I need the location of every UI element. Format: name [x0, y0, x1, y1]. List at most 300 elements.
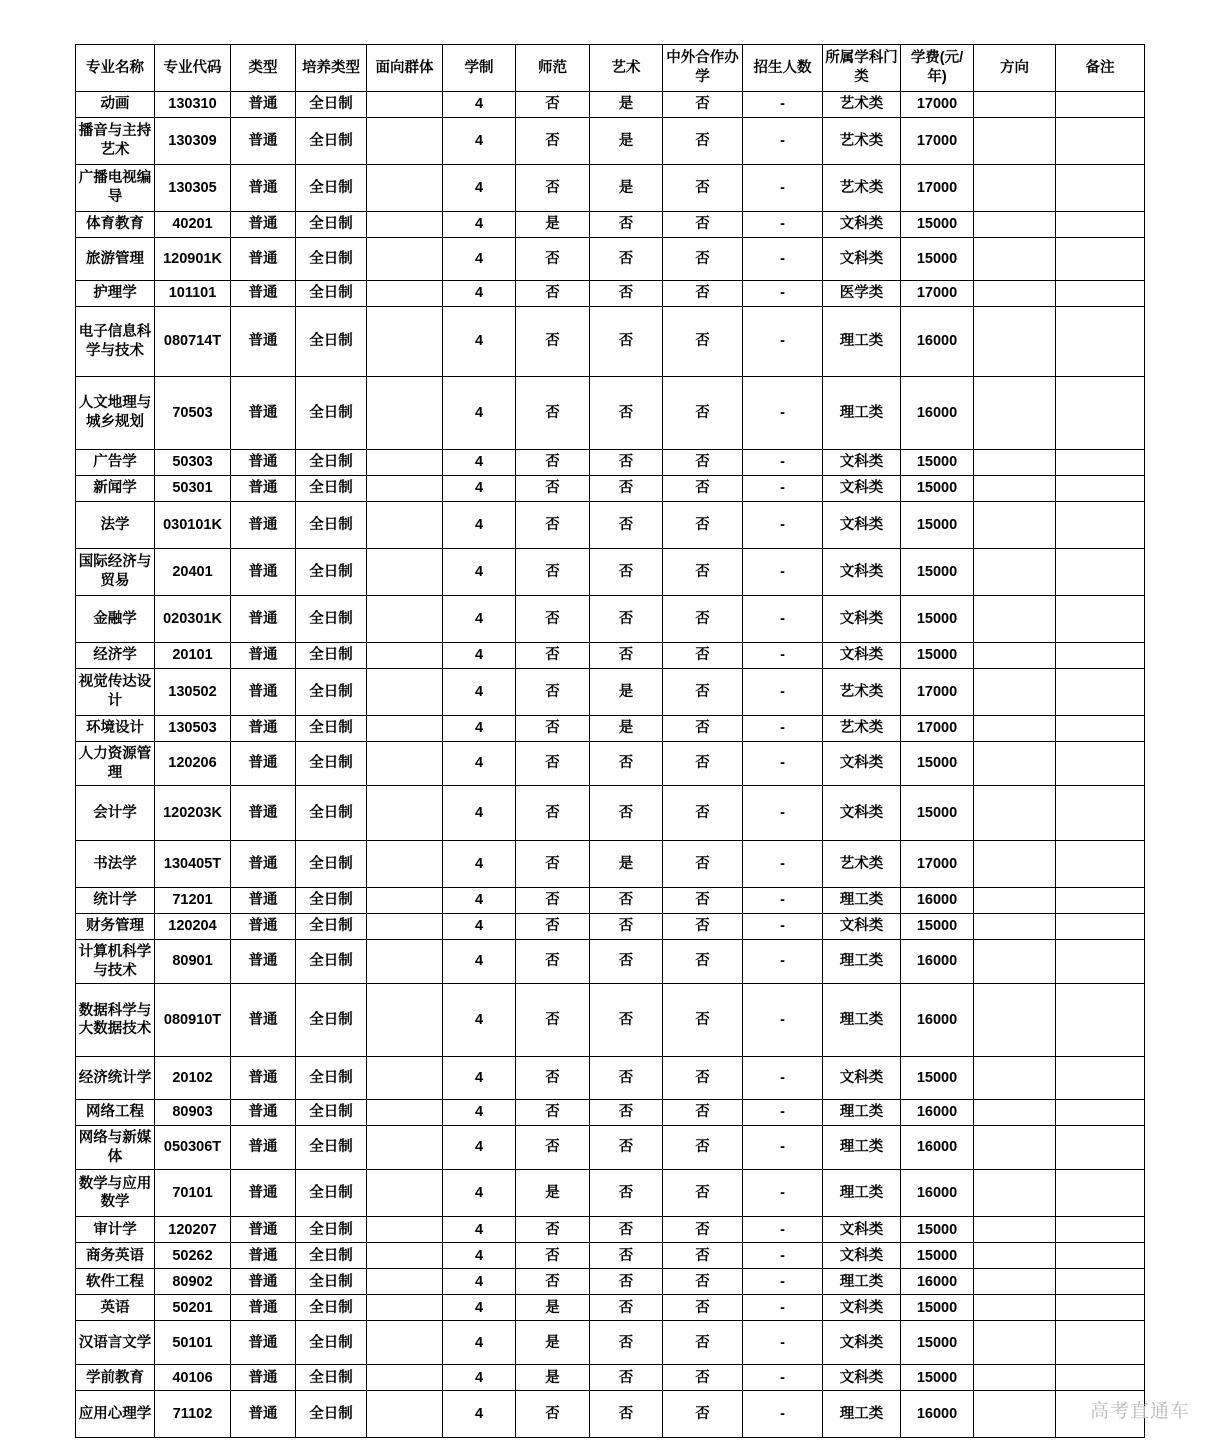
cell-train: 全日制	[296, 669, 367, 716]
cell-type: 普通	[231, 1295, 296, 1321]
cell-remark	[1056, 716, 1145, 742]
table-row	[76, 1365, 1145, 1391]
cell-direction	[974, 940, 1056, 984]
cell-discipline: 文科类	[823, 450, 901, 476]
table-row	[76, 669, 1145, 716]
cell-train: 全日制	[296, 212, 367, 238]
cell-train: 全日制	[296, 1126, 367, 1170]
cell-coop: 否	[663, 716, 743, 742]
cell-name: 统计学	[76, 888, 155, 914]
cell-art: 否	[590, 377, 663, 450]
cell-coop: 否	[663, 1057, 743, 1100]
cell-remark	[1056, 786, 1145, 841]
cell-years: 4	[443, 1365, 516, 1391]
table-row	[76, 118, 1145, 165]
cell-group	[367, 742, 443, 786]
cell-coop: 否	[663, 476, 743, 502]
cell-code: 120204	[155, 914, 231, 940]
cell-name: 播音与主持艺术	[76, 118, 155, 165]
cell-coop: 否	[663, 212, 743, 238]
cell-years: 4	[443, 502, 516, 549]
cell-art: 否	[590, 476, 663, 502]
cell-type: 普通	[231, 669, 296, 716]
cell-train: 全日制	[296, 888, 367, 914]
cell-coop: 否	[663, 1391, 743, 1438]
cell-direction	[974, 1126, 1056, 1170]
cell-quota: -	[743, 212, 823, 238]
cell-years: 4	[443, 643, 516, 669]
cell-name: 商务英语	[76, 1243, 155, 1269]
cell-type: 普通	[231, 1126, 296, 1170]
cell-art: 否	[590, 786, 663, 841]
cell-group	[367, 984, 443, 1057]
cell-discipline: 理工类	[823, 940, 901, 984]
column-header-name: 专业名称	[76, 45, 155, 92]
cell-type: 普通	[231, 716, 296, 742]
cell-train: 全日制	[296, 450, 367, 476]
major-enrollment-table	[75, 44, 1145, 1438]
table-row	[76, 1217, 1145, 1243]
cell-code: 40201	[155, 212, 231, 238]
cell-fee: 16000	[901, 984, 974, 1057]
cell-art: 否	[590, 742, 663, 786]
cell-name: 动画	[76, 92, 155, 118]
table-row	[76, 1100, 1145, 1126]
cell-discipline: 理工类	[823, 1126, 901, 1170]
cell-coop: 否	[663, 984, 743, 1057]
cell-discipline: 理工类	[823, 1391, 901, 1438]
table-row	[76, 596, 1145, 643]
cell-code: 080714T	[155, 307, 231, 377]
table-row	[76, 307, 1145, 377]
column-header-normal: 师范	[516, 45, 590, 92]
cell-quota: -	[743, 307, 823, 377]
cell-art: 否	[590, 1243, 663, 1269]
cell-train: 全日制	[296, 786, 367, 841]
cell-art: 否	[590, 1269, 663, 1295]
cell-normal: 否	[516, 1100, 590, 1126]
cell-code: 50301	[155, 476, 231, 502]
cell-art: 否	[590, 1126, 663, 1170]
cell-years: 4	[443, 1217, 516, 1243]
cell-remark	[1056, 281, 1145, 307]
cell-code: 130309	[155, 118, 231, 165]
cell-fee: 17000	[901, 716, 974, 742]
cell-type: 普通	[231, 281, 296, 307]
cell-normal: 否	[516, 786, 590, 841]
cell-name: 财务管理	[76, 914, 155, 940]
cell-art: 否	[590, 1170, 663, 1217]
cell-quota: -	[743, 165, 823, 212]
cell-remark	[1056, 1269, 1145, 1295]
column-header-art: 艺术	[590, 45, 663, 92]
cell-discipline: 理工类	[823, 984, 901, 1057]
cell-direction	[974, 238, 1056, 281]
cell-coop: 否	[663, 377, 743, 450]
cell-group	[367, 1295, 443, 1321]
column-header-type: 类型	[231, 45, 296, 92]
cell-group	[367, 1100, 443, 1126]
cell-art: 否	[590, 1391, 663, 1438]
cell-years: 4	[443, 669, 516, 716]
cell-fee: 15000	[901, 1057, 974, 1100]
table-row	[76, 742, 1145, 786]
cell-code: 20101	[155, 643, 231, 669]
cell-name: 书法学	[76, 841, 155, 888]
cell-direction	[974, 450, 1056, 476]
cell-code: 130503	[155, 716, 231, 742]
cell-train: 全日制	[296, 476, 367, 502]
cell-train: 全日制	[296, 1391, 367, 1438]
cell-direction	[974, 888, 1056, 914]
cell-discipline: 理工类	[823, 1269, 901, 1295]
cell-remark	[1056, 549, 1145, 596]
cell-train: 全日制	[296, 1365, 367, 1391]
cell-fee: 15000	[901, 1243, 974, 1269]
cell-group	[367, 1170, 443, 1217]
cell-coop: 否	[663, 1243, 743, 1269]
cell-years: 4	[443, 92, 516, 118]
cell-direction	[974, 643, 1056, 669]
cell-code: 050306T	[155, 1126, 231, 1170]
table-row	[76, 212, 1145, 238]
cell-direction	[974, 92, 1056, 118]
cell-type: 普通	[231, 307, 296, 377]
table-row	[76, 1126, 1145, 1170]
column-header-direction: 方向	[974, 45, 1056, 92]
cell-type: 普通	[231, 450, 296, 476]
cell-fee: 16000	[901, 377, 974, 450]
table-row	[76, 914, 1145, 940]
cell-quota: -	[743, 1100, 823, 1126]
cell-normal: 否	[516, 596, 590, 643]
cell-normal: 是	[516, 1321, 590, 1365]
table-body	[76, 92, 1145, 1438]
cell-type: 普通	[231, 118, 296, 165]
cell-name: 护理学	[76, 281, 155, 307]
cell-name: 经济统计学	[76, 1057, 155, 1100]
cell-quota: -	[743, 1321, 823, 1365]
cell-normal: 否	[516, 1057, 590, 1100]
cell-years: 4	[443, 165, 516, 212]
cell-fee: 15000	[901, 1321, 974, 1365]
cell-type: 普通	[231, 1170, 296, 1217]
cell-normal: 否	[516, 716, 590, 742]
cell-art: 否	[590, 1295, 663, 1321]
cell-name: 软件工程	[76, 1269, 155, 1295]
cell-fee: 16000	[901, 888, 974, 914]
cell-name: 法学	[76, 502, 155, 549]
cell-quota: -	[743, 92, 823, 118]
cell-discipline: 文科类	[823, 502, 901, 549]
cell-remark	[1056, 476, 1145, 502]
cell-years: 4	[443, 307, 516, 377]
cell-art: 否	[590, 1057, 663, 1100]
table-row	[76, 92, 1145, 118]
cell-group	[367, 716, 443, 742]
cell-coop: 否	[663, 1269, 743, 1295]
cell-group	[367, 1391, 443, 1438]
cell-art: 否	[590, 1321, 663, 1365]
cell-name: 金融学	[76, 596, 155, 643]
cell-train: 全日制	[296, 643, 367, 669]
cell-coop: 否	[663, 1100, 743, 1126]
cell-normal: 否	[516, 476, 590, 502]
cell-normal: 否	[516, 1217, 590, 1243]
cell-normal: 否	[516, 914, 590, 940]
cell-code: 120901K	[155, 238, 231, 281]
cell-fee: 15000	[901, 914, 974, 940]
cell-group	[367, 940, 443, 984]
table-row	[76, 1269, 1145, 1295]
cell-direction	[974, 742, 1056, 786]
column-header-coop: 中外合作办学	[663, 45, 743, 92]
table-row	[76, 1057, 1145, 1100]
cell-remark	[1056, 1217, 1145, 1243]
table-row	[76, 888, 1145, 914]
cell-coop: 否	[663, 502, 743, 549]
cell-normal: 否	[516, 888, 590, 914]
cell-code: 50303	[155, 450, 231, 476]
cell-remark	[1056, 1170, 1145, 1217]
cell-years: 4	[443, 1391, 516, 1438]
cell-art: 是	[590, 118, 663, 165]
cell-name: 广告学	[76, 450, 155, 476]
cell-remark	[1056, 92, 1145, 118]
cell-normal: 否	[516, 742, 590, 786]
table-row	[76, 940, 1145, 984]
cell-train: 全日制	[296, 281, 367, 307]
table-row	[76, 281, 1145, 307]
cell-remark	[1056, 238, 1145, 281]
cell-remark	[1056, 914, 1145, 940]
cell-remark	[1056, 888, 1145, 914]
cell-quota: -	[743, 888, 823, 914]
watermark-text: 高考直通车	[1089, 1400, 1190, 1422]
cell-type: 普通	[231, 643, 296, 669]
cell-code: 50101	[155, 1321, 231, 1365]
cell-quota: -	[743, 238, 823, 281]
cell-quota: -	[743, 716, 823, 742]
cell-direction	[974, 669, 1056, 716]
cell-train: 全日制	[296, 1269, 367, 1295]
cell-group	[367, 549, 443, 596]
table-row	[76, 984, 1145, 1057]
cell-code: 71201	[155, 888, 231, 914]
cell-code: 70503	[155, 377, 231, 450]
cell-years: 4	[443, 1269, 516, 1295]
cell-type: 普通	[231, 1391, 296, 1438]
cell-type: 普通	[231, 238, 296, 281]
cell-quota: -	[743, 1269, 823, 1295]
cell-art: 否	[590, 1217, 663, 1243]
cell-coop: 否	[663, 549, 743, 596]
cell-years: 4	[443, 786, 516, 841]
cell-direction	[974, 914, 1056, 940]
table-row	[76, 841, 1145, 888]
cell-train: 全日制	[296, 307, 367, 377]
cell-normal: 否	[516, 1126, 590, 1170]
cell-name: 计算机科学与技术	[76, 940, 155, 984]
cell-group	[367, 1217, 443, 1243]
cell-years: 4	[443, 716, 516, 742]
cell-discipline: 艺术类	[823, 716, 901, 742]
cell-art: 否	[590, 940, 663, 984]
cell-coop: 否	[663, 1170, 743, 1217]
table-header-row	[76, 45, 1145, 92]
cell-train: 全日制	[296, 502, 367, 549]
table-row	[76, 238, 1145, 281]
cell-type: 普通	[231, 786, 296, 841]
cell-name: 学前教育	[76, 1365, 155, 1391]
cell-years: 4	[443, 1126, 516, 1170]
cell-normal: 是	[516, 1365, 590, 1391]
cell-type: 普通	[231, 1321, 296, 1365]
cell-normal: 是	[516, 1170, 590, 1217]
cell-train: 全日制	[296, 377, 367, 450]
cell-discipline: 艺术类	[823, 841, 901, 888]
cell-coop: 否	[663, 940, 743, 984]
cell-discipline: 文科类	[823, 1243, 901, 1269]
cell-code: 020301K	[155, 596, 231, 643]
cell-discipline: 理工类	[823, 1170, 901, 1217]
cell-type: 普通	[231, 1269, 296, 1295]
cell-name: 英语	[76, 1295, 155, 1321]
cell-coop: 否	[663, 450, 743, 476]
cell-code: 120207	[155, 1217, 231, 1243]
cell-discipline: 艺术类	[823, 92, 901, 118]
cell-train: 全日制	[296, 92, 367, 118]
cell-remark	[1056, 984, 1145, 1057]
table-row	[76, 476, 1145, 502]
cell-normal: 否	[516, 669, 590, 716]
cell-quota: -	[743, 1170, 823, 1217]
cell-remark	[1056, 165, 1145, 212]
cell-art: 是	[590, 716, 663, 742]
table-row	[76, 786, 1145, 841]
cell-quota: -	[743, 377, 823, 450]
cell-train: 全日制	[296, 1100, 367, 1126]
cell-name: 网络工程	[76, 1100, 155, 1126]
cell-fee: 17000	[901, 118, 974, 165]
cell-normal: 否	[516, 1269, 590, 1295]
cell-discipline: 文科类	[823, 914, 901, 940]
cell-quota: -	[743, 549, 823, 596]
cell-coop: 否	[663, 281, 743, 307]
cell-art: 否	[590, 212, 663, 238]
cell-code: 80902	[155, 1269, 231, 1295]
cell-name: 国际经济与贸易	[76, 549, 155, 596]
cell-fee: 15000	[901, 238, 974, 281]
column-header-discipline: 所属学科门类	[823, 45, 901, 92]
cell-years: 4	[443, 596, 516, 643]
cell-quota: -	[743, 118, 823, 165]
cell-type: 普通	[231, 377, 296, 450]
table-row	[76, 1170, 1145, 1217]
cell-train: 全日制	[296, 1321, 367, 1365]
cell-train: 全日制	[296, 984, 367, 1057]
cell-direction	[974, 1295, 1056, 1321]
cell-type: 普通	[231, 476, 296, 502]
cell-discipline: 理工类	[823, 888, 901, 914]
cell-fee: 15000	[901, 1217, 974, 1243]
cell-fee: 15000	[901, 786, 974, 841]
cell-remark	[1056, 502, 1145, 549]
cell-group	[367, 669, 443, 716]
cell-code: 50262	[155, 1243, 231, 1269]
cell-type: 普通	[231, 1243, 296, 1269]
cell-direction	[974, 377, 1056, 450]
cell-remark	[1056, 377, 1145, 450]
cell-fee: 15000	[901, 549, 974, 596]
cell-type: 普通	[231, 596, 296, 643]
cell-art: 否	[590, 596, 663, 643]
column-header-quota: 招生人数	[743, 45, 823, 92]
cell-group	[367, 1243, 443, 1269]
cell-years: 4	[443, 281, 516, 307]
cell-remark	[1056, 307, 1145, 377]
cell-remark	[1056, 118, 1145, 165]
cell-type: 普通	[231, 549, 296, 596]
cell-direction	[974, 502, 1056, 549]
cell-art: 否	[590, 307, 663, 377]
table-row	[76, 165, 1145, 212]
cell-quota: -	[743, 984, 823, 1057]
cell-train: 全日制	[296, 742, 367, 786]
cell-coop: 否	[663, 888, 743, 914]
cell-direction	[974, 118, 1056, 165]
cell-direction	[974, 1170, 1056, 1217]
cell-quota: -	[743, 742, 823, 786]
cell-group	[367, 1269, 443, 1295]
cell-direction	[974, 984, 1056, 1057]
cell-art: 是	[590, 841, 663, 888]
cell-years: 4	[443, 742, 516, 786]
cell-years: 4	[443, 940, 516, 984]
cell-normal: 否	[516, 450, 590, 476]
cell-quota: -	[743, 914, 823, 940]
table-row	[76, 1295, 1145, 1321]
cell-coop: 否	[663, 1295, 743, 1321]
cell-name: 体育教育	[76, 212, 155, 238]
cell-direction	[974, 1365, 1056, 1391]
cell-years: 4	[443, 1170, 516, 1217]
cell-fee: 16000	[901, 940, 974, 984]
cell-fee: 15000	[901, 476, 974, 502]
cell-type: 普通	[231, 1365, 296, 1391]
table-row	[76, 1391, 1145, 1438]
cell-normal: 否	[516, 984, 590, 1057]
cell-years: 4	[443, 1243, 516, 1269]
cell-coop: 否	[663, 643, 743, 669]
cell-remark	[1056, 643, 1145, 669]
cell-name: 电子信息科学与技术	[76, 307, 155, 377]
cell-fee: 16000	[901, 307, 974, 377]
cell-code: 70101	[155, 1170, 231, 1217]
cell-quota: -	[743, 1126, 823, 1170]
cell-direction	[974, 1269, 1056, 1295]
cell-discipline: 文科类	[823, 742, 901, 786]
cell-normal: 否	[516, 165, 590, 212]
cell-coop: 否	[663, 1321, 743, 1365]
cell-fee: 16000	[901, 1170, 974, 1217]
cell-group	[367, 212, 443, 238]
cell-remark	[1056, 450, 1145, 476]
cell-discipline: 文科类	[823, 549, 901, 596]
cell-group	[367, 118, 443, 165]
cell-discipline: 理工类	[823, 377, 901, 450]
cell-remark	[1056, 841, 1145, 888]
